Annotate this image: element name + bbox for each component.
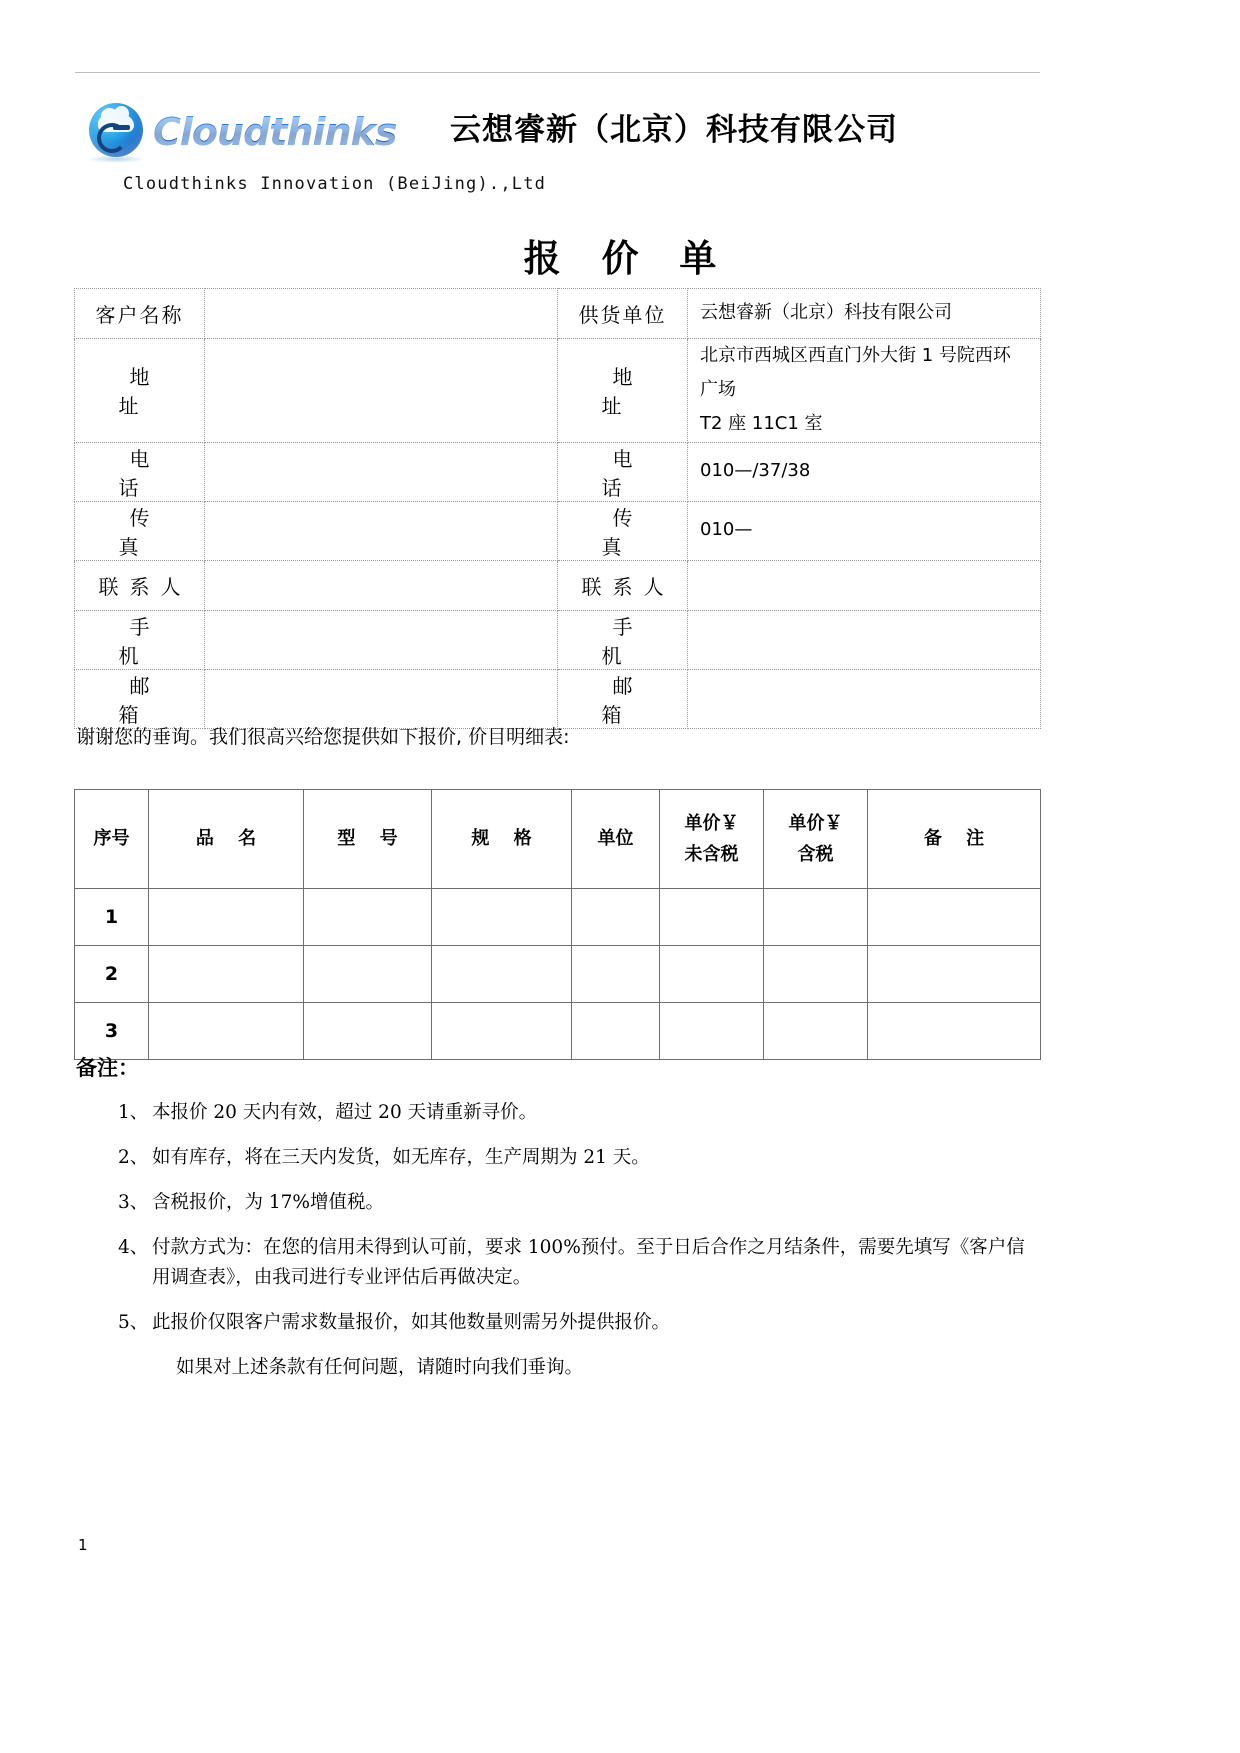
row-index: 1 — [75, 889, 149, 946]
info-left-value[interactable] — [205, 501, 558, 560]
price-cell[interactable] — [572, 1003, 660, 1060]
header-divider — [75, 72, 1040, 73]
note-text: 此报价仅限客户需求数量报价，如其他数量则需另外提供报价。 — [152, 1311, 671, 1333]
price-cell[interactable] — [572, 946, 660, 1003]
price-cell[interactable] — [764, 1003, 868, 1060]
info-right-label: 地址 — [558, 339, 688, 443]
price-table-row — [75, 1003, 1041, 1060]
notes-heading: 备注： — [76, 1055, 139, 1080]
note-number: 3、 — [118, 1191, 149, 1213]
info-left-label: 客户名称 — [75, 289, 205, 339]
info-left-value[interactable] — [205, 339, 558, 443]
row-index: 3 — [75, 1003, 149, 1060]
price-cell[interactable] — [149, 889, 304, 946]
info-left-value[interactable] — [205, 669, 558, 728]
note-item — [118, 1308, 1033, 1338]
note-item — [118, 1233, 1033, 1293]
logo-wordmark: Cloudthinks — [153, 110, 397, 154]
info-right-label: 电话 — [558, 442, 688, 501]
company-logo — [85, 96, 425, 168]
info-table-row — [75, 560, 1041, 610]
price-column-header: 单价￥ 未含税 — [660, 790, 764, 889]
info-right-value[interactable]: 010—/37/38 — [688, 442, 1041, 501]
note-text: 含税报价，为 17%增值税。 — [152, 1191, 385, 1213]
info-left-value[interactable] — [205, 610, 558, 669]
price-column-header: 序号 — [75, 790, 149, 889]
cloud-swirl-logo-icon — [85, 101, 147, 163]
price-table-row — [75, 946, 1041, 1003]
info-table-row — [75, 442, 1041, 501]
info-right-value[interactable]: 010— — [688, 501, 1041, 560]
info-left-label: 传真 — [75, 501, 205, 560]
note-item — [118, 1143, 1033, 1173]
info-right-label: 传真 — [558, 501, 688, 560]
note-item — [118, 1098, 1033, 1128]
info-right-label: 邮箱 — [558, 669, 688, 728]
price-cell[interactable] — [764, 889, 868, 946]
price-cell[interactable] — [660, 1003, 764, 1060]
notes-closing: 如果对上述条款有任何问题，请随时向我们垂询。 — [176, 1356, 584, 1378]
price-cell[interactable] — [304, 1003, 432, 1060]
info-left-value[interactable] — [205, 289, 558, 339]
price-cell[interactable] — [304, 946, 432, 1003]
info-right-label: 供货单位 — [558, 289, 688, 339]
info-right-value[interactable] — [688, 669, 1041, 728]
info-left-label: 邮箱 — [75, 669, 205, 728]
info-left-label: 电话 — [75, 442, 205, 501]
info-right-value[interactable] — [688, 610, 1041, 669]
price-cell[interactable] — [432, 1003, 572, 1060]
price-cell[interactable] — [868, 889, 1041, 946]
info-left-label: 地址 — [75, 339, 205, 443]
greeting-text: 谢谢您的垂询。我们很高兴给您提供如下报价, 价目明细表: — [76, 726, 570, 748]
price-table-header-row — [75, 790, 1041, 889]
notes-list — [118, 1098, 1033, 1383]
info-right-value[interactable]: 云想睿新（北京）科技有限公司 — [688, 289, 1041, 339]
page-title: 报 价 单 — [523, 236, 731, 280]
note-number: 2、 — [118, 1146, 149, 1168]
price-cell[interactable] — [660, 946, 764, 1003]
info-table-row — [75, 289, 1041, 339]
price-detail-table — [74, 789, 1041, 1060]
info-table-row — [75, 501, 1041, 560]
price-cell[interactable] — [572, 889, 660, 946]
note-text: 付款方式为：在您的信用未得到认可前，要求 100%预付。至于日后合作之月结条件，需要先填写《客户信用调查表》，由我司进行专业评估后再做决定。 — [152, 1236, 1025, 1288]
note-text: 本报价 20 天内有效，超过 20 天请重新寻价。 — [152, 1102, 538, 1123]
info-table-row — [75, 610, 1041, 669]
note-number: 1、 — [118, 1102, 149, 1123]
note-number: 5、 — [118, 1311, 149, 1333]
info-table-row — [75, 669, 1041, 728]
company-name-cn: 云想睿新（北京）科技有限公司 — [450, 112, 898, 148]
note-item — [118, 1188, 1033, 1218]
note-text: 如有库存，将在三天内发货，如无库存，生产周期为 21 天。 — [152, 1146, 650, 1168]
page-number: 1 — [78, 1536, 88, 1554]
info-left-value[interactable] — [205, 560, 558, 610]
price-cell[interactable] — [764, 946, 868, 1003]
price-cell[interactable] — [432, 889, 572, 946]
price-column-header: 型 号 — [304, 790, 432, 889]
price-cell[interactable] — [660, 889, 764, 946]
info-right-value[interactable]: 北京市西城区西直门外大街 1 号院西环广场 T2 座 11C1 室 — [688, 339, 1041, 443]
party-info-table — [74, 288, 1041, 729]
price-cell[interactable] — [868, 1003, 1041, 1060]
price-cell[interactable] — [304, 889, 432, 946]
price-cell[interactable] — [868, 946, 1041, 1003]
company-name-en: Cloudthinks Innovation (BeiJing).,Ltd — [123, 174, 547, 194]
price-table-row — [75, 889, 1041, 946]
note-number: 4、 — [118, 1236, 149, 1258]
info-right-label: 联系人 — [558, 560, 688, 610]
price-column-header: 备 注 — [868, 790, 1041, 889]
document-header — [75, 88, 1040, 198]
info-right-value[interactable] — [688, 560, 1041, 610]
row-index: 2 — [75, 946, 149, 1003]
price-cell[interactable] — [432, 946, 572, 1003]
info-table-row — [75, 339, 1041, 443]
price-cell[interactable] — [149, 1003, 304, 1060]
price-column-header: 品 名 — [149, 790, 304, 889]
info-left-label: 联系人 — [75, 560, 205, 610]
info-left-value[interactable] — [205, 442, 558, 501]
info-right-label: 手机 — [558, 610, 688, 669]
price-column-header: 规 格 — [432, 790, 572, 889]
price-column-header: 单价￥ 含税 — [764, 790, 868, 889]
price-cell[interactable] — [149, 946, 304, 1003]
info-left-label: 手机 — [75, 610, 205, 669]
price-column-header: 单位 — [572, 790, 660, 889]
